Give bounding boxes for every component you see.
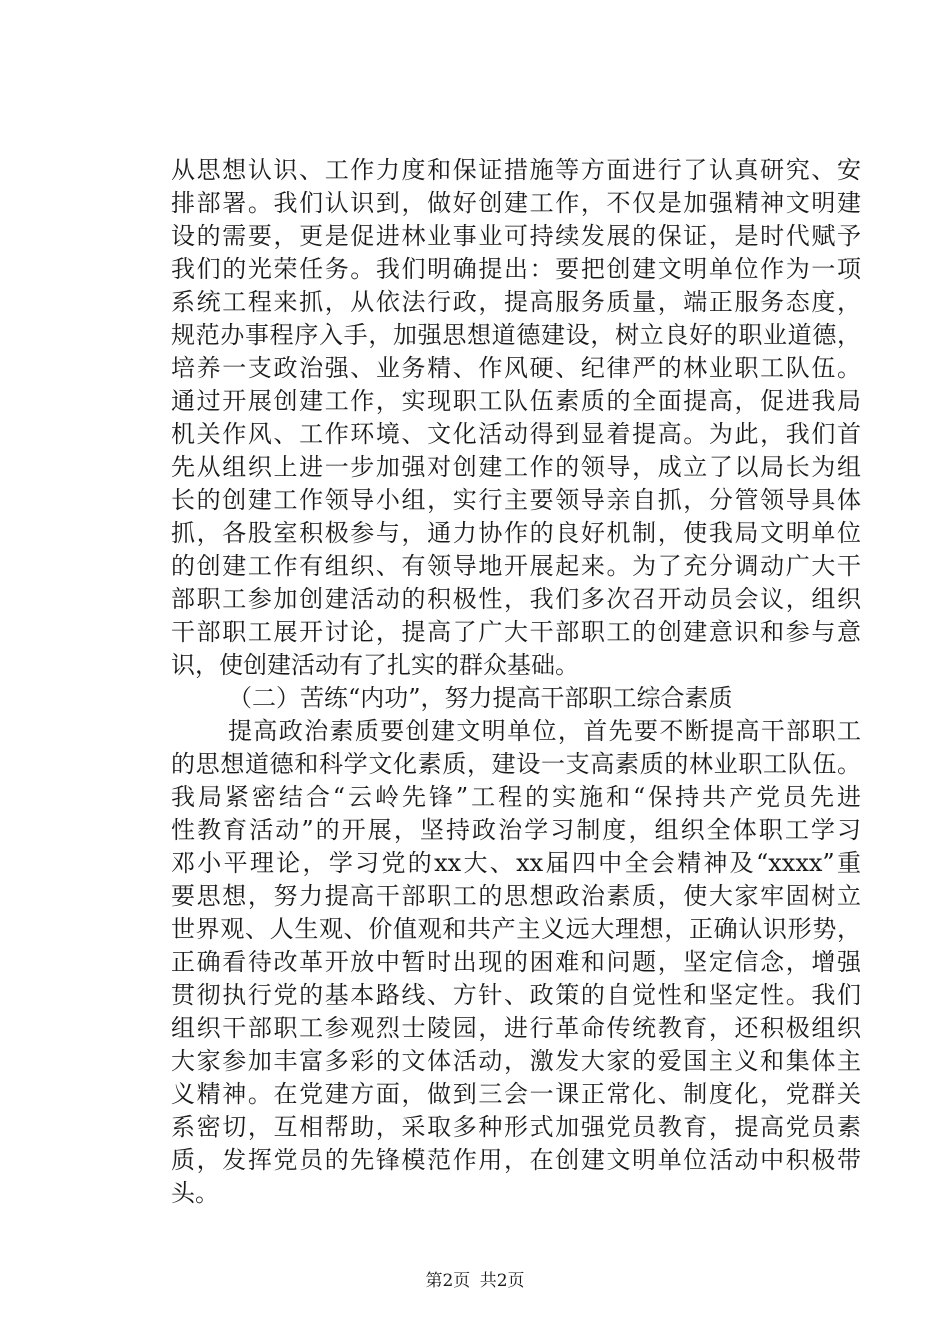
body-line: 机关作风、工作环境、文化活动得到显着提高。为此，我们首 <box>171 420 861 448</box>
body-line: 提高政治素质要创建文明单位，首先要不断提高干部职工 <box>228 717 861 745</box>
body-line: 义精神。在党建方面，做到三会一课正常化、制度化，党群关 <box>171 1080 861 1108</box>
body-line: 我们的光荣任务。我们明确提出：要把创建文明单位作为一项 <box>171 255 861 283</box>
body-line: 大家参加丰富多彩的文体活动，激发大家的爱国主义和集体主 <box>171 1047 861 1075</box>
section-heading: （二）苦练“内功”，努力提高干部职工综合素质 <box>228 684 733 712</box>
body-line: 要思想，努力提高干部职工的思想政治素质，使大家牢固树立 <box>171 882 861 910</box>
body-line: 组织干部职工参观烈士陵园，进行革命传统教育，还积极组织 <box>171 1014 861 1042</box>
body-line: 规范办事程序入手，加强思想道德建设，树立良好的职业道德， <box>171 321 861 349</box>
body-line: 识，使创建活动有了扎实的群众基础。 <box>171 651 579 679</box>
body-line: 我局紧密结合“云岭先锋”工程的实施和“保持共产党员先进 <box>171 783 861 811</box>
body-line: 抓，各股室积极参与，通力协作的良好机制，使我局文明单位 <box>171 519 861 547</box>
body-line: 长的创建工作领导小组，实行主要领导亲自抓，分管领导具体 <box>171 486 861 514</box>
body-line: 系密切，互相帮助，采取多种形式加强党员教育，提高党员素 <box>171 1113 861 1141</box>
body-line: 正确看待改革开放中暂时出现的困难和问题，坚定信念，增强 <box>171 948 861 976</box>
body-line: 贯彻执行党的基本路线、方针、政策的自觉性和坚定性。我们 <box>171 981 861 1009</box>
body-line: 先从组织上进一步加强对创建工作的领导，成立了以局长为组 <box>171 453 861 481</box>
body-text <box>171 154 861 1210</box>
body-line: 的创建工作有组织、有领导地开展起来。为了充分调动广大干 <box>171 552 861 580</box>
body-line: 排部署。我们认识到，做好创建工作，不仅是加强精神文明建 <box>171 189 861 217</box>
body-line: 部职工参加创建活动的积极性，我们多次召开动员会议，组织 <box>171 585 861 613</box>
body-line: 性教育活动”的开展，坚持政治学习制度，组织全体职工学习 <box>171 816 861 844</box>
body-line: 的思想道德和科学文化素质，建设一支高素质的林业职工队伍。 <box>171 750 861 778</box>
body-line: 培养一支政治强、业务精、作风硬、纪律严的林业职工队伍。 <box>171 354 861 382</box>
body-line: 头。 <box>171 1179 219 1207</box>
body-line: 邓小平理论，学习党的xx大、xx届四中全会精神及“xxxx”重 <box>171 849 861 877</box>
page-footer: 第2页 共2页 <box>425 1271 525 1291</box>
body-line: 世界观、人生观、价值观和共产主义远大理想，正确认识形势， <box>171 915 861 943</box>
body-line: 干部职工展开讨论，提高了广大干部职工的创建意识和参与意 <box>171 618 861 646</box>
body-line: 质，发挥党员的先锋模范作用，在创建文明单位活动中积极带 <box>171 1146 861 1174</box>
body-line: 从思想认识、工作力度和保证措施等方面进行了认真研究、安 <box>171 156 861 184</box>
body-line: 设的需要，更是促进林业事业可持续发展的保证，是时代赋予 <box>171 222 861 250</box>
body-line: 系统工程来抓，从依法行政，提高服务质量，端正服务态度， <box>171 288 861 316</box>
body-line: 通过开展创建工作，实现职工队伍素质的全面提高，促进我局 <box>171 387 861 415</box>
